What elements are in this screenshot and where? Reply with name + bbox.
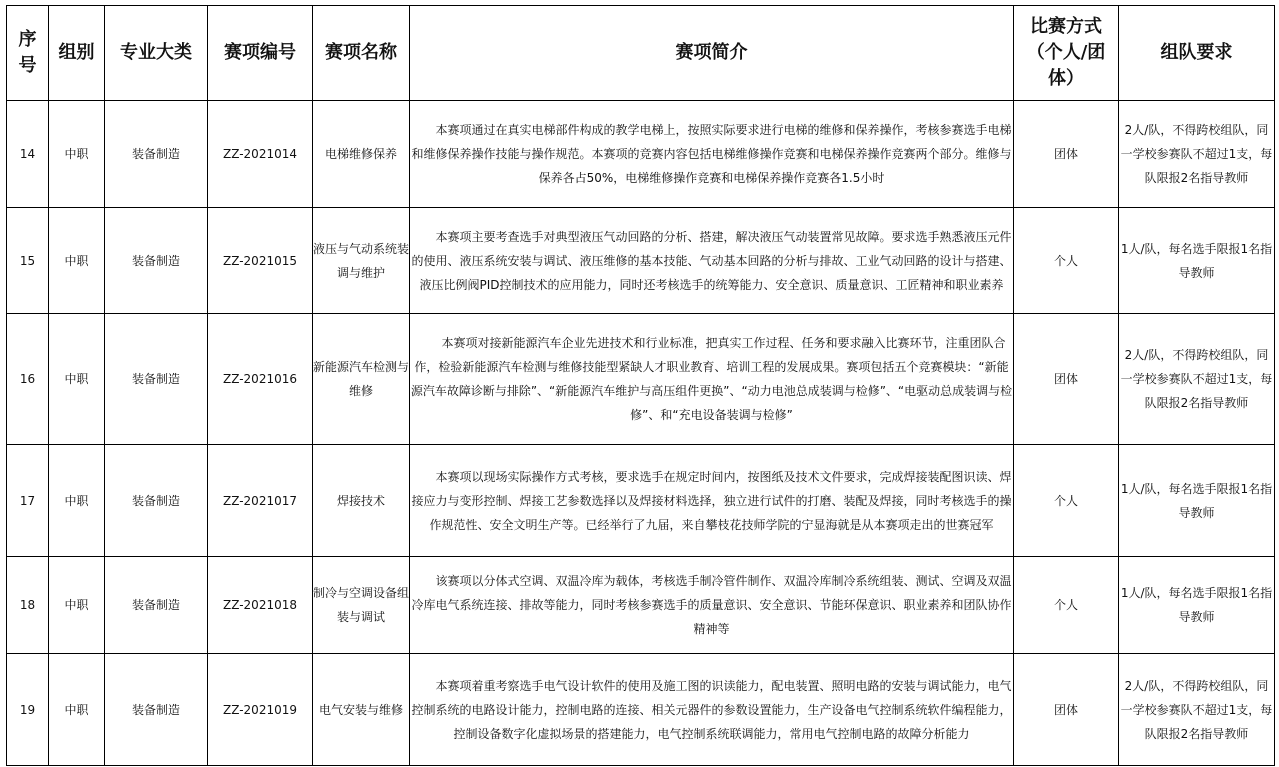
header-desc: 赛项简介 bbox=[410, 6, 1014, 101]
cell-name: 电气安装与维修 bbox=[313, 654, 410, 766]
cell-name: 制冷与空调设备组装与调试 bbox=[313, 557, 410, 654]
cell-mode: 个人 bbox=[1014, 208, 1119, 314]
cell-no: 19 bbox=[7, 654, 49, 766]
header-major: 专业大类 bbox=[105, 6, 208, 101]
header-name: 赛项名称 bbox=[313, 6, 410, 101]
table-row bbox=[7, 445, 1275, 557]
cell-no: 15 bbox=[7, 208, 49, 314]
cell-name: 新能源汽车检测与维修 bbox=[313, 314, 410, 445]
cell-team: 2人/队，不得跨校组队，同一学校参赛队不超过1支，每队限报2名指导教师 bbox=[1119, 654, 1275, 766]
cell-desc bbox=[410, 654, 1014, 766]
cell-code: ZZ-2021015 bbox=[208, 208, 313, 314]
cell-major: 装备制造 bbox=[105, 208, 208, 314]
cell-name: 电梯维修保养 bbox=[313, 101, 410, 208]
desc-text: 本赛项通过在真实电梯部件构成的教学电梯上，按照实际要求进行电梯的维修和保养操作，考核参赛选手电梯和维修保养操作技能与操作规范。本赛项的竞赛内容包括电梯维修操作竞赛和电梯保养操作竞赛两个部分。维修与保养各占50%，电梯维修操作竞赛和电梯保养操作竞赛各1.5小时 bbox=[411, 123, 1012, 185]
cell-group: 中职 bbox=[49, 557, 105, 654]
cell-major: 装备制造 bbox=[105, 101, 208, 208]
header-team: 组队要求 bbox=[1119, 6, 1275, 101]
cell-code: ZZ-2021017 bbox=[208, 445, 313, 557]
cell-group: 中职 bbox=[49, 654, 105, 766]
cell-group: 中职 bbox=[49, 445, 105, 557]
table-row bbox=[7, 314, 1275, 445]
desc-text: 本赛项主要考查选手对典型液压气动回路的分析、搭建，解决液压气动装置常见故障。要求选手熟悉液压元件的使用、液压系统安装与调试、液压维修的基本技能、气动基本回路的分析与排故、工业气动回路的设计与搭建、液压比例阀PID控制技术的应用能力，同时还考核选手的统筹能力、安全意识、质量意识、工匠精神和职业素养 bbox=[411, 229, 1012, 292]
cell-mode: 个人 bbox=[1014, 557, 1119, 654]
cell-team: 1人/队，每名选手限报1名指导教师 bbox=[1119, 557, 1275, 654]
cell-group: 中职 bbox=[49, 208, 105, 314]
cell-name: 液压与气动系统装调与维护 bbox=[313, 208, 410, 314]
header-group: 组别 bbox=[49, 6, 105, 101]
cell-team: 1人/队，每名选手限报1名指导教师 bbox=[1119, 445, 1275, 557]
header-code: 赛项编号 bbox=[208, 6, 313, 101]
cell-desc bbox=[410, 557, 1014, 654]
desc-text: 该赛项以分体式空调、双温冷库为载体，考核选手制冷管件制作、双温冷库制冷系统组装、测试、空调及双温冷库电气系统连接、排故等能力，同时考核参赛选手的质量意识、安全意识、节能环保意识、职业素养和团队协作精神等 bbox=[411, 574, 1012, 636]
desc-text: 本赛项对接新能源汽车企业先进技术和行业标准，把真实工作过程、任务和要求融入比赛环节，注重团队合作，检验新能源汽车检测与维修技能型紧缺人才职业教育、培训工程的发展成果。赛项包括五个竞赛模块：“新能源汽车故障诊断与排除”、“新能源汽车维护与高压组件更换”、“动力电池总成装调与检修”、“电驱动总成装调与检修”、和“充电设备装调与检修” bbox=[410, 336, 1013, 422]
cell-code: ZZ-2021019 bbox=[208, 654, 313, 766]
cell-no: 17 bbox=[7, 445, 49, 557]
cell-major: 装备制造 bbox=[105, 654, 208, 766]
cell-mode: 个人 bbox=[1014, 445, 1119, 557]
cell-code: ZZ-2021018 bbox=[208, 557, 313, 654]
table-row bbox=[7, 208, 1275, 314]
table-row bbox=[7, 101, 1275, 208]
header-mode: 比赛方式（个人/团体） bbox=[1014, 6, 1119, 101]
desc-text: 本赛项以现场实际操作方式考核，要求选手在规定时间内，按图纸及技术文件要求，完成焊接装配图识读、焊接应力与变形控制、焊接工艺参数选择以及焊接材料选择，独立进行试件的打磨、装配及焊接，同时考核选手的操作规范性、安全文明生产等。已经举行了九届，来自攀枝花技师学院的宁显海就是从本赛项走出的世赛冠军 bbox=[411, 469, 1012, 532]
header-no: 序号 bbox=[7, 6, 49, 101]
cell-group: 中职 bbox=[49, 101, 105, 208]
cell-group: 中职 bbox=[49, 314, 105, 445]
cell-no: 14 bbox=[7, 101, 49, 208]
cell-team: 1人/队，每名选手限报1名指导教师 bbox=[1119, 208, 1275, 314]
table-row bbox=[7, 654, 1275, 766]
cell-major: 装备制造 bbox=[105, 557, 208, 654]
desc-text: 本赛项着重考察选手电气设计软件的使用及施工图的识读能力，配电装置、照明电路的安装与调试能力，电气控制系统的电路设计能力，控制电路的连接、相关元器件的参数设置能力，生产设备电气控制系统软件编程能力，控制设备数字化虚拟场景的搭建能力，电气控制系统联调能力，常用电气控制电路的故障分析能力 bbox=[411, 678, 1012, 741]
table-header-row bbox=[7, 6, 1275, 101]
competition-table bbox=[6, 5, 1275, 766]
cell-desc bbox=[410, 208, 1014, 314]
cell-major: 装备制造 bbox=[105, 314, 208, 445]
table-row bbox=[7, 557, 1275, 654]
cell-mode: 团体 bbox=[1014, 654, 1119, 766]
cell-desc bbox=[410, 314, 1014, 445]
cell-code: ZZ-2021014 bbox=[208, 101, 313, 208]
cell-team: 2人/队，不得跨校组队，同一学校参赛队不超过1支，每队限报2名指导教师 bbox=[1119, 314, 1275, 445]
cell-name: 焊接技术 bbox=[313, 445, 410, 557]
cell-code: ZZ-2021016 bbox=[208, 314, 313, 445]
cell-desc bbox=[410, 101, 1014, 208]
cell-no: 18 bbox=[7, 557, 49, 654]
cell-major: 装备制造 bbox=[105, 445, 208, 557]
cell-no: 16 bbox=[7, 314, 49, 445]
cell-team: 2人/队，不得跨校组队，同一学校参赛队不超过1支，每队限报2名指导教师 bbox=[1119, 101, 1275, 208]
cell-mode: 团体 bbox=[1014, 101, 1119, 208]
cell-mode: 团体 bbox=[1014, 314, 1119, 445]
cell-desc bbox=[410, 445, 1014, 557]
